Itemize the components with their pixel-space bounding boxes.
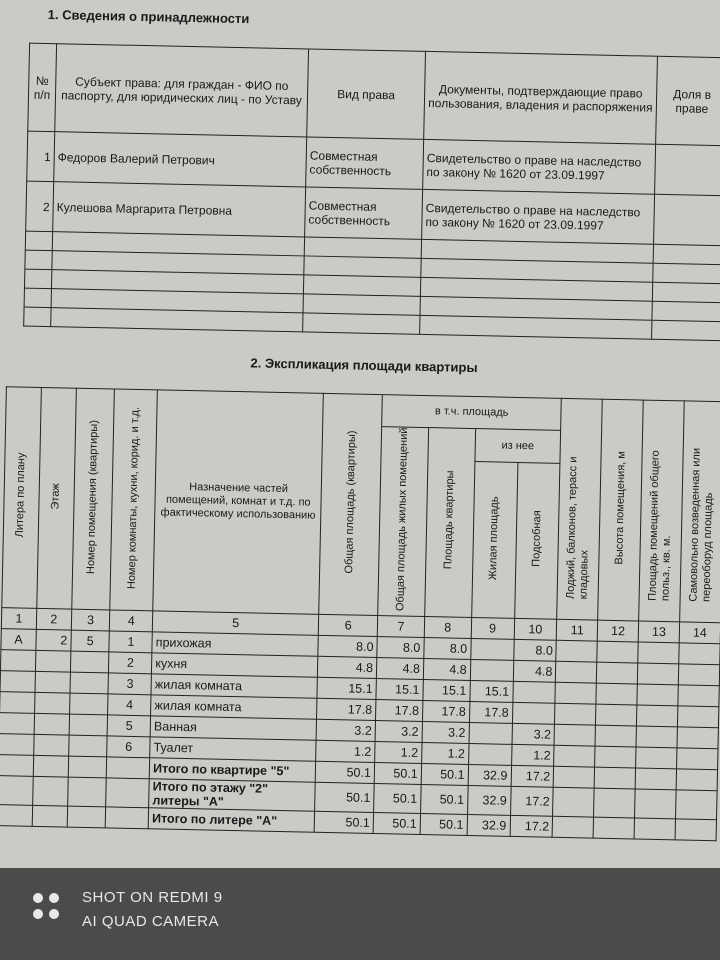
living-total-area: 17.8 <box>376 699 423 721</box>
height-cell <box>595 725 636 747</box>
header-apt: Номер помещения (квартиры) <box>71 388 114 609</box>
document-ref: Свидетельство о праве на наследство по закону № 1620 от 23.09.1997 <box>423 139 656 194</box>
apt-cell <box>69 693 108 715</box>
aux-area <box>512 681 555 703</box>
living-area <box>468 743 511 765</box>
loggia-cell <box>555 703 596 725</box>
header-loggia: Лоджий, балконов, терасс и кладовых <box>557 398 603 619</box>
apt-cell <box>69 714 108 736</box>
aux-area: 4.8 <box>513 660 556 682</box>
room-name: жилая комната <box>151 694 318 718</box>
right-type: Совместная собственность <box>305 187 423 239</box>
room-name: кухня <box>152 652 319 676</box>
aux-area: 3.2 <box>512 723 555 745</box>
height-cell <box>593 817 634 839</box>
loggia-cell <box>554 745 595 767</box>
total-area: 50.1 <box>316 761 375 783</box>
total-area: 15.1 <box>317 677 376 699</box>
col-share-header: Доля в праве <box>656 56 720 145</box>
loggia-cell <box>556 661 597 683</box>
total-label: Итого по литере "А" <box>148 807 315 831</box>
aux-area: 1.2 <box>511 744 554 766</box>
loggia-cell <box>555 682 596 704</box>
room-name: Ванная <box>150 715 317 739</box>
total-area: 3.2 <box>316 719 375 741</box>
empty-cell <box>33 755 68 777</box>
loggia-cell <box>553 787 595 817</box>
living-area: 32.9 <box>468 764 511 786</box>
unauthorized-cell <box>677 726 718 748</box>
living-area: 15.1 <box>470 680 513 702</box>
aux-area: 17.2 <box>510 786 553 816</box>
empty-cell <box>106 806 149 828</box>
litera-cell <box>0 670 35 692</box>
apt-area: 3.2 <box>422 721 469 743</box>
living-area <box>470 638 513 660</box>
common-cell <box>635 768 676 790</box>
apt-cell <box>70 651 109 673</box>
apt-cell <box>70 672 109 694</box>
loggia-cell <box>554 724 595 746</box>
total-area: 8.0 <box>318 635 377 657</box>
living-area: 32.9 <box>467 814 510 836</box>
empty-cell <box>67 777 106 807</box>
common-cell <box>637 705 678 727</box>
header-purpose: Назначение частей помещений, комнат и т.д. по фактическому использованию <box>153 390 324 614</box>
common-cell <box>638 642 679 664</box>
header-aux: Подсобная <box>514 463 560 619</box>
height-cell <box>597 641 638 663</box>
section1-title: 1. Сведения о принадлежности <box>47 7 250 27</box>
apt-area: 17.8 <box>422 700 469 722</box>
room-name: жилая комната <box>151 673 318 697</box>
total-area: 50.1 <box>315 782 374 812</box>
header-total: Общая площадь (квартиры) <box>319 393 382 615</box>
unauthorized-cell <box>675 789 717 819</box>
loggia-cell <box>552 816 593 838</box>
apt-area: 15.1 <box>423 679 470 701</box>
area-table <box>0 386 720 841</box>
header-room: Номер комнаты, кухни, корид. и т.д. <box>110 389 157 610</box>
ownership-table <box>23 43 720 342</box>
empty-cell <box>68 756 107 778</box>
common-cell <box>634 818 675 840</box>
living-area: 32.9 <box>467 785 510 815</box>
floor-cell <box>35 650 70 672</box>
empty-cell <box>106 777 149 807</box>
living-total-area: 4.8 <box>376 657 423 679</box>
height-cell <box>597 662 638 684</box>
share-cell <box>655 144 720 195</box>
share-cell <box>654 194 720 245</box>
height-cell <box>596 683 637 705</box>
room-number: 4 <box>108 694 151 716</box>
litera-cell <box>0 712 34 734</box>
room-number: 1 <box>109 631 152 653</box>
empty-cell <box>0 775 33 805</box>
litera-cell <box>0 691 35 713</box>
common-cell <box>636 747 677 769</box>
owner-name: Кулешова Маргарита Петровна <box>53 182 306 237</box>
common-cell <box>636 726 677 748</box>
empty-cell <box>0 754 34 776</box>
watermark-line2: AI QUAD CAMERA <box>82 913 220 930</box>
empty-cell <box>0 804 32 826</box>
total-area: 17.8 <box>317 698 376 720</box>
apt-area: 50.1 <box>421 763 468 785</box>
floor-cell <box>34 734 69 756</box>
apt-area: 50.1 <box>420 784 467 814</box>
floor-cell <box>34 713 69 735</box>
unauthorized-cell <box>677 747 718 769</box>
living-total-area: 1.2 <box>375 741 422 763</box>
height-cell <box>595 746 636 768</box>
apt-area: 1.2 <box>421 742 468 764</box>
header-litera: Литера по плану <box>2 387 41 608</box>
total-label: Итого по этажу "2" литеры "А" <box>149 778 316 810</box>
header-common: Площадь помещений общего польз., кв. м. <box>639 400 685 621</box>
owner-name: Федоров Валерий Петрович <box>54 132 307 187</box>
living-area: 17.8 <box>469 701 512 723</box>
document-ref: Свидетельство о праве на наследство по закону № 1620 от 23.09.1997 <box>422 189 655 244</box>
right-type: Совместная собственность <box>306 137 424 189</box>
living-area <box>470 659 513 681</box>
header-living-total: Общая площадь жилых помещений <box>378 427 429 617</box>
aux-area <box>512 702 555 724</box>
apt-area: 4.8 <box>423 658 470 680</box>
litera-cell: А <box>1 628 36 650</box>
header-floor: Этаж <box>37 387 76 608</box>
row-number: 2 <box>26 181 54 232</box>
loggia-cell <box>554 766 595 788</box>
room-name: Туалет <box>150 736 317 760</box>
living-total-area: 50.1 <box>374 783 421 813</box>
living-total-area: 50.1 <box>373 812 420 834</box>
empty-cell <box>107 756 150 778</box>
header-apt-area: Площадь квартиры <box>425 428 476 618</box>
empty-cell <box>67 806 106 828</box>
col-number-header: № п/п <box>28 43 57 132</box>
aux-area: 17.2 <box>510 815 553 837</box>
empty-cell <box>32 776 67 806</box>
header-subgroup: из нее <box>475 429 561 464</box>
room-number: 3 <box>108 673 151 695</box>
total-area: 50.1 <box>314 811 373 833</box>
unauthorized-cell <box>678 663 719 685</box>
section2-title: 2. Экспликация площади квартиры <box>250 355 478 376</box>
aux-area: 8.0 <box>513 639 556 661</box>
living-total-area: 15.1 <box>376 678 423 700</box>
header-height: Высота помещения, м <box>598 399 643 620</box>
living-total-area: 3.2 <box>375 720 422 742</box>
height-cell <box>594 788 635 818</box>
common-cell <box>637 663 678 685</box>
height-cell <box>596 704 637 726</box>
apt-cell: 5 <box>71 630 110 652</box>
unauthorized-cell <box>679 642 720 664</box>
camera-dots-icon <box>30 890 70 932</box>
header-unauthorized: Самовольно возведенная или переоборуд площадь <box>680 401 720 622</box>
floor-cell <box>34 692 69 714</box>
common-cell <box>637 684 678 706</box>
unauthorized-cell <box>676 768 717 790</box>
litera-cell <box>0 649 35 671</box>
room-name: прихожая <box>152 631 319 655</box>
unauthorized-cell <box>675 818 716 840</box>
header-living: Жилая площадь <box>471 462 517 618</box>
room-number: 5 <box>108 714 151 736</box>
room-number: 6 <box>107 735 150 757</box>
common-cell <box>635 789 677 819</box>
row-number: 1 <box>27 131 55 182</box>
total-area: 1.2 <box>316 740 375 762</box>
living-total-area: 50.1 <box>374 762 421 784</box>
apt-cell <box>68 735 107 757</box>
aux-area: 17.2 <box>511 765 554 787</box>
unauthorized-cell <box>678 684 719 706</box>
column-number-row: 1 2 3 4 5 6 7 8 9 10 11 12 13 14 <box>1 607 720 643</box>
header-group: в т.ч. площадь <box>382 395 562 431</box>
apt-area: 8.0 <box>424 637 471 659</box>
room-number: 2 <box>109 652 152 674</box>
height-cell <box>594 767 635 789</box>
litera-cell <box>0 733 34 755</box>
col-docs-header: Документы, подтверждающие право пользования, владения и распоряжения <box>424 51 658 144</box>
col-subject-header: Субъект права: для граждан - ФИО по паспорту, для юридических лиц - по Уставу <box>55 44 309 137</box>
total-area: 4.8 <box>318 656 377 678</box>
living-area <box>469 722 512 744</box>
unauthorized-cell <box>677 705 718 727</box>
apt-area: 50.1 <box>420 813 467 835</box>
empty-cell <box>32 805 67 827</box>
watermark-line1: SHOT ON REDMI 9 <box>82 889 223 906</box>
floor-cell: 2 <box>36 629 71 651</box>
col-right-header: Вид права <box>307 49 426 139</box>
loggia-cell <box>556 640 597 662</box>
total-label: Итого по квартире "5" <box>149 757 316 781</box>
living-total-area: 8.0 <box>377 636 424 658</box>
floor-cell <box>35 671 70 693</box>
